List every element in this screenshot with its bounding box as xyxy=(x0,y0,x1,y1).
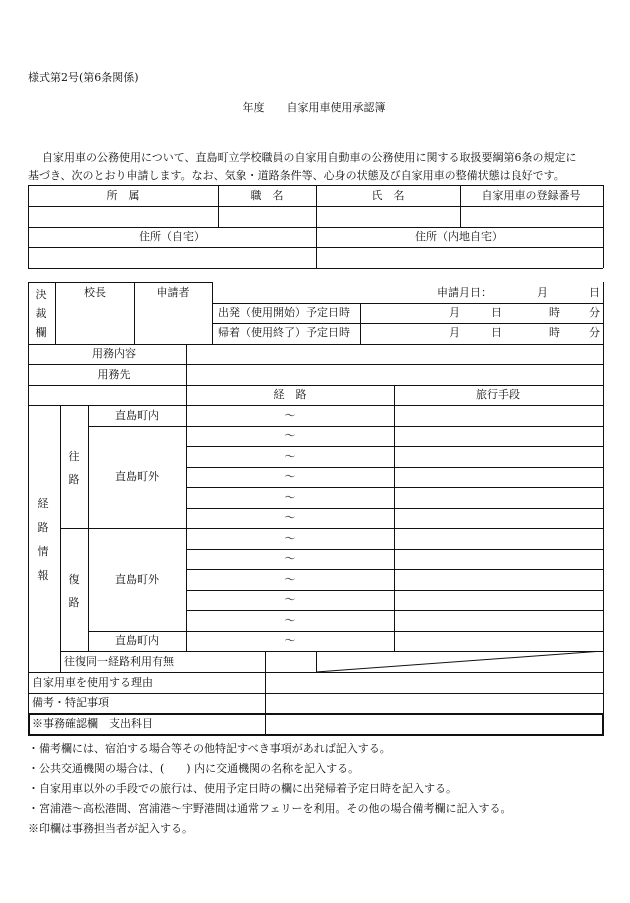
kessai-char-1: 決 xyxy=(35,288,47,301)
route-tilde: 〜 xyxy=(284,593,296,606)
intro-line-1: 自家用車の公務使用について、直島町立学校職員の自家用自動車の公務使用に関する取扱要綱第6条の規定に xyxy=(42,151,577,164)
application-date-label: 申請月日： xyxy=(437,286,492,299)
kessai-char-2: 裁 xyxy=(35,307,47,320)
page-title: 年度 自家用車使用承認簿 xyxy=(242,101,386,114)
ret-hour: 時 xyxy=(549,326,560,339)
address-local-label: 住所（内地自宅） xyxy=(415,230,503,243)
note-item: ※印欄は事務担当者が記入する。 xyxy=(28,822,193,835)
header-position: 職 名 xyxy=(250,189,284,202)
same-route-label: 往復同一経路利用有無 xyxy=(64,655,174,668)
route-tilde: 〜 xyxy=(284,470,296,483)
departure-label: 出発（使用開始）予定日時 xyxy=(218,306,350,319)
route-tilde: 〜 xyxy=(284,491,296,504)
note-item: ・公共交通機関の場合は、( ) 内に交通機関の名称を記入する。 xyxy=(28,762,360,775)
header-affiliation: 所 属 xyxy=(106,189,140,202)
dep-day: 日 xyxy=(491,306,502,319)
errand-destination-label: 用務先 xyxy=(97,368,131,381)
route-tilde: 〜 xyxy=(284,429,296,442)
return-label: 帰着（使用終了）予定日時 xyxy=(218,326,350,339)
return-char-1: 復 xyxy=(68,573,80,586)
header-name: 氏 名 xyxy=(371,189,405,202)
dep-hour: 時 xyxy=(549,306,560,319)
outbound-char-1: 往 xyxy=(68,450,80,463)
ret-month: 月 xyxy=(449,326,460,339)
office-check-label: ※事務確認欄 支出科目 xyxy=(32,717,153,730)
note-item: ・宮浦港〜高松港間、宮浦港〜宇野港間は通常フェリーを利用。その他の場合備考欄に記入する。 xyxy=(28,802,512,815)
address-home-label: 住所（自宅） xyxy=(139,230,205,243)
route-tilde: 〜 xyxy=(284,614,296,627)
route-tilde: 〜 xyxy=(284,450,296,463)
route-info-char-3: 情 xyxy=(37,545,49,558)
route-tilde: 〜 xyxy=(284,532,296,545)
return-out-town: 直島町外 xyxy=(115,573,159,586)
remarks-label: 備考・特記事項 xyxy=(32,696,109,709)
header-registration: 自家用車の登録番号 xyxy=(481,189,581,202)
intro-line-2: 基づき、次のとおり申請します。なお、気象・道路条件等、心身の状態及び自家用車の整備状態は良好です。 xyxy=(28,169,565,182)
diagonal-strike xyxy=(316,651,603,672)
ret-day: 日 xyxy=(491,326,502,339)
app-month: 月 xyxy=(537,286,548,299)
dep-minute: 分 xyxy=(589,306,600,319)
applicant-label: 申請者 xyxy=(156,286,190,299)
return-char-2: 路 xyxy=(68,596,80,609)
note-item: ・備考欄には、宿泊する場合等その他特記すべき事項があれば記入する。 xyxy=(28,742,391,755)
route-tilde: 〜 xyxy=(284,634,296,647)
outbound-char-2: 路 xyxy=(68,473,80,486)
route-header: 経 路 xyxy=(273,388,307,401)
form-number: 様式第2号(第6条関係) xyxy=(28,71,139,84)
route-info-char-4: 報 xyxy=(37,569,49,582)
outbound-out-town: 直島町外 xyxy=(115,470,159,483)
app-day: 日 xyxy=(589,286,600,299)
travel-means-header: 旅行手段 xyxy=(476,388,520,401)
ret-minute: 分 xyxy=(589,326,600,339)
note-item: ・自家用車以外の手段での旅行は、使用予定日時の欄に出発帰着予定日時を記入する。 xyxy=(28,782,457,795)
route-info-char-1: 経 xyxy=(37,497,49,510)
route-tilde: 〜 xyxy=(284,552,296,565)
route-tilde: 〜 xyxy=(284,511,296,524)
route-tilde: 〜 xyxy=(284,573,296,586)
errand-content-label: 用務内容 xyxy=(92,347,136,360)
kessai-char-3: 欄 xyxy=(35,326,47,339)
route-tilde: 〜 xyxy=(284,409,296,422)
route-info-char-2: 路 xyxy=(37,521,49,534)
return-in-town: 直島町内 xyxy=(115,634,159,647)
outbound-in-town: 直島町内 xyxy=(115,409,159,422)
reason-label: 自家用車を使用する理由 xyxy=(32,676,153,689)
dep-month: 月 xyxy=(449,306,460,319)
principal-label: 校長 xyxy=(84,286,106,299)
